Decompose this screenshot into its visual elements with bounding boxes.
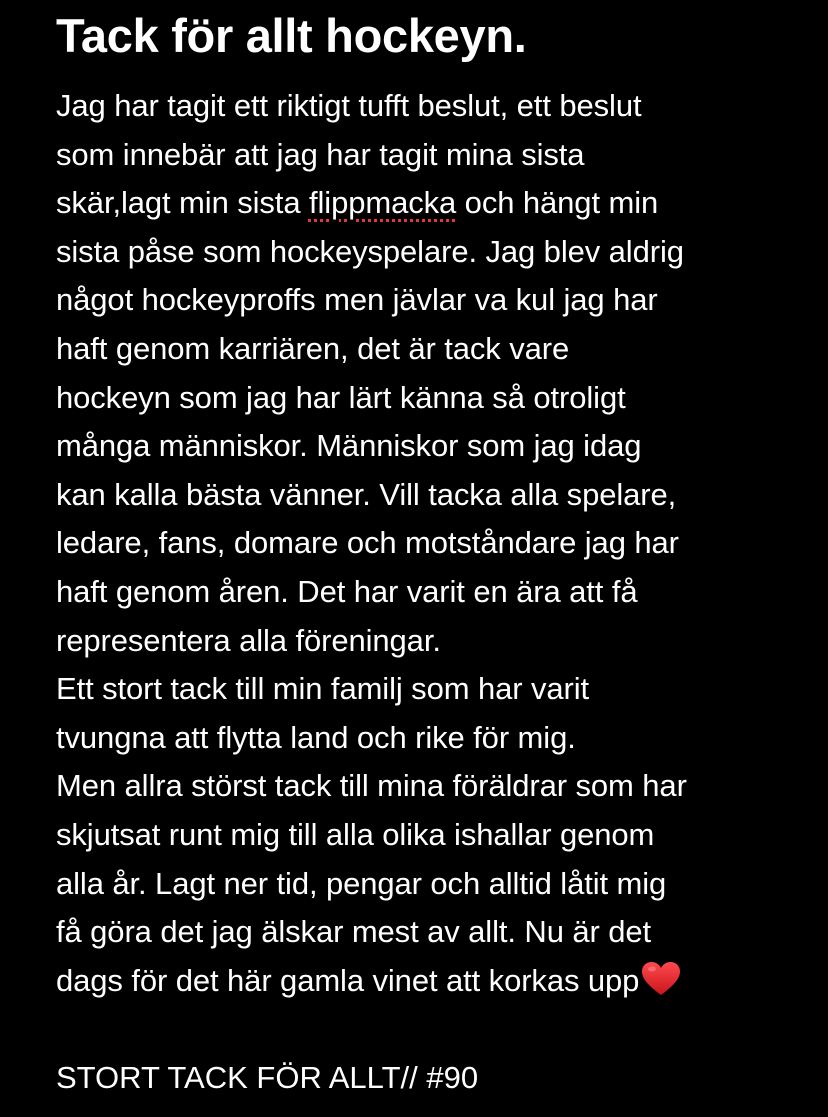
note-line: dags för det här gamla vinet att korkas upp <box>56 957 816 1006</box>
note-line: Ett stort tack till min familj som har varit <box>56 671 590 707</box>
red-heart-icon <box>641 961 681 997</box>
note-line: skjutsat runt mig till alla olika ishallar genom <box>56 816 655 852</box>
note-line: ledare, fans, domare och motståndare jag har <box>56 525 679 561</box>
note-line: Jag har tagit ett riktigt tufft beslut, ett beslut <box>56 88 642 123</box>
note-line: sista påse som hockeyspelare. Jag blev aldrig <box>56 233 684 269</box>
note-body <box>56 82 816 1102</box>
misspelled-word[interactable]: flippmacka <box>308 185 457 221</box>
note-line: något hockeyproffs men jävlar va kul jag har <box>56 282 658 318</box>
note-editor[interactable] <box>56 0 816 1102</box>
note-line: Men allra störst tack till mina föräldrar som har <box>56 768 687 804</box>
note-line: skär,lagt min sista flippmacka och hängt min <box>56 185 659 221</box>
note-line: tvungna att flytta land och rike för mig. <box>56 719 576 755</box>
note-line: alla år. Lagt ner tid, pengar och alltid låtit mig <box>56 865 667 901</box>
note-line: som innebär att jag har tagit mina sista <box>56 136 585 172</box>
note-line: representera alla föreningar. <box>56 622 441 658</box>
note-line: kan kalla bästa vänner. Vill tacka alla spelare, <box>56 476 677 512</box>
note-line: hockeyn som jag har lärt känna så otroligt <box>56 379 626 415</box>
empty-line <box>56 1005 816 1054</box>
note-signoff: STORT TACK FÖR ALLT// #90 <box>56 1059 479 1095</box>
note-line: haft genom åren. Det har varit en ära att få <box>56 573 638 609</box>
note-line: få göra det jag älskar mest av allt. Nu är det <box>56 914 652 950</box>
note-line: haft genom karriären, det är tack vare <box>56 330 570 366</box>
note-title: Tack för allt hockeyn. <box>56 9 527 62</box>
note-line: många människor. Människor som jag idag <box>56 428 642 464</box>
